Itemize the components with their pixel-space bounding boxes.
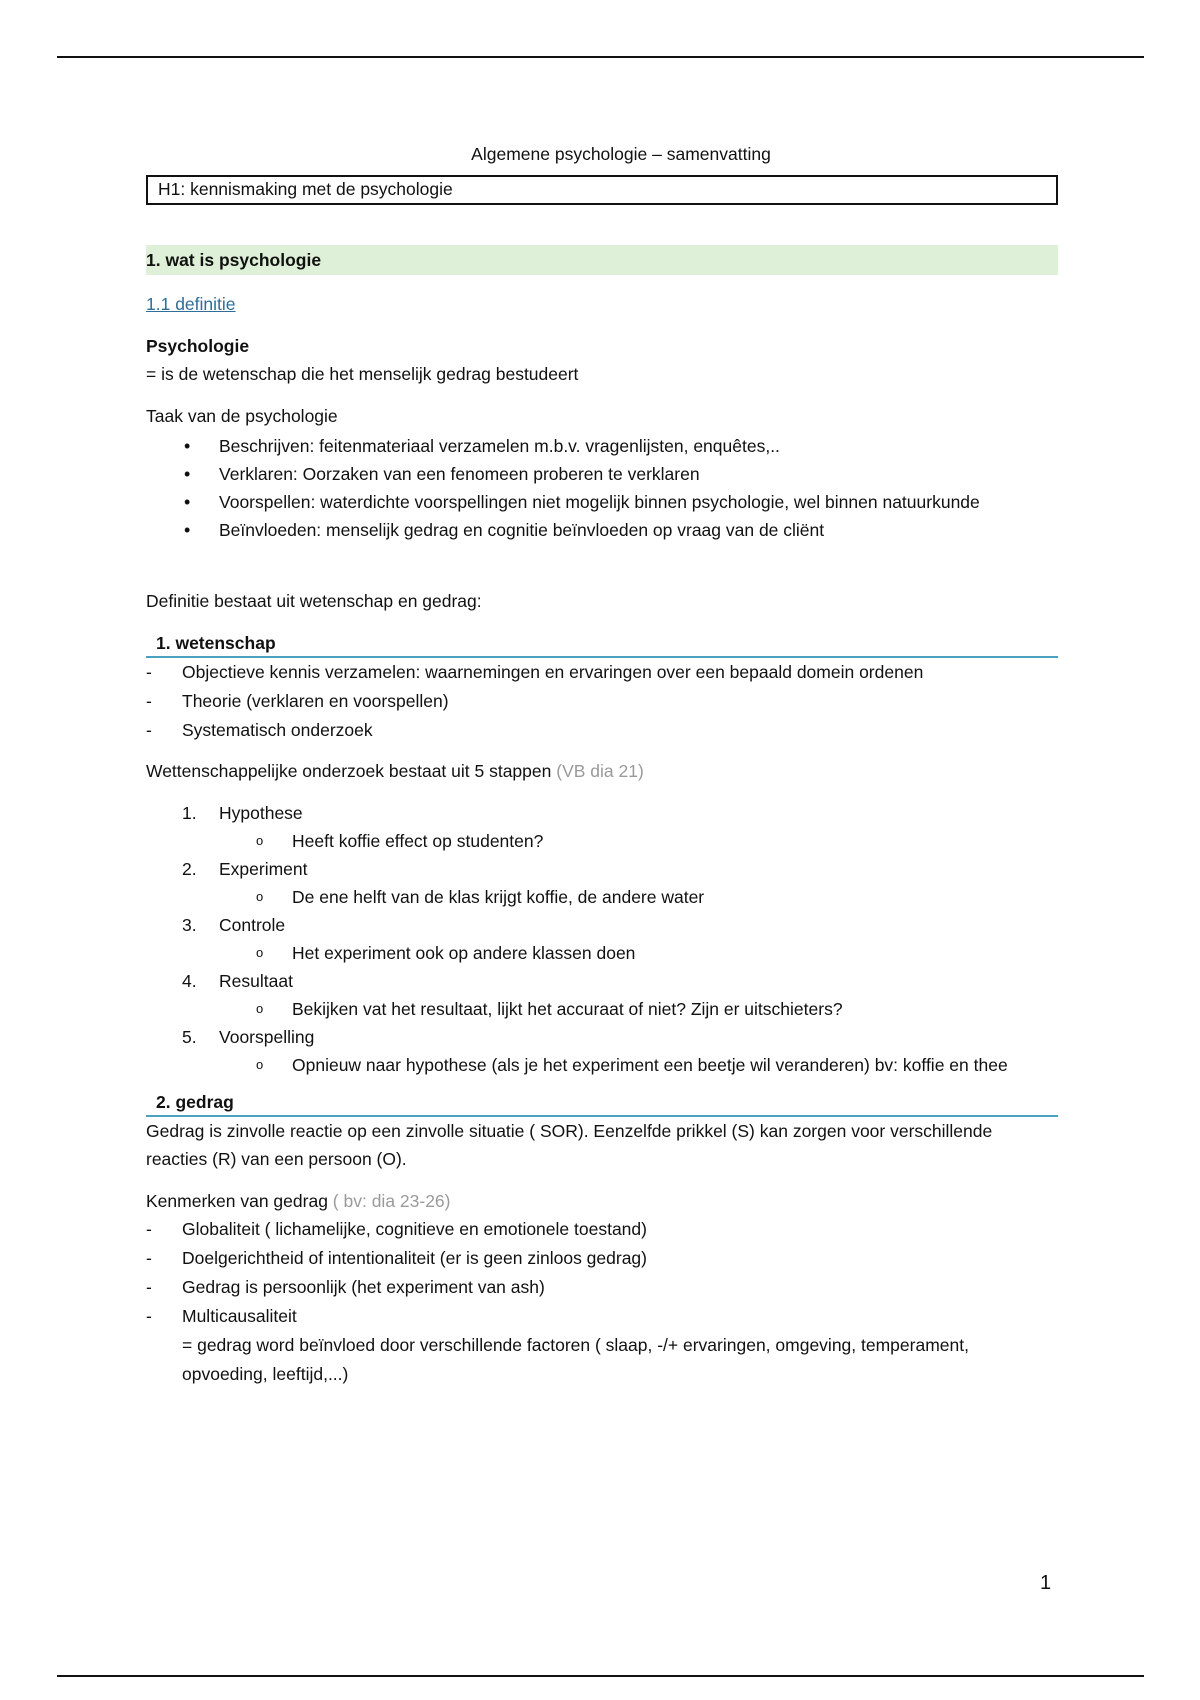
list-item (146, 967, 1058, 1023)
features-note: ( bv: dia 23-26) (332, 1191, 451, 1211)
list-item: • Voorspellen: waterdichte voorspellingen niet mogelijk binnen psychologie, wel binnen natuurkunde (146, 488, 1058, 516)
list-item: - Doelgerichtheid of intentionaliteit (er is geen zinloos gedrag) (146, 1244, 1058, 1273)
list-item: - Globaliteit ( lichamelijke, cognitieve en emotionele toestand) (146, 1215, 1058, 1244)
step-label: Hypothese (219, 803, 303, 823)
behavior-text: Gedrag is zinvolle reactie op een zinvolle situatie ( SOR). Eenzelfde prikkel (S) kan zorgen voor verschillende reacties (R) van een persoon (O). (146, 1121, 993, 1169)
step-detail: o De ene helft van de klas krijgt koffie, de andere water (146, 883, 1058, 911)
list-item (146, 799, 1058, 855)
step-number: 5. (182, 1027, 197, 1047)
step-label: Resultaat (219, 971, 293, 991)
chapter-heading-box: H1: kennismaking met de psychologie (146, 175, 1058, 205)
step-number: 1. (182, 803, 197, 823)
definition-consists-text: Definitie bestaat uit wetenschap en gedrag: (146, 591, 482, 611)
step-number: 4. (182, 971, 197, 991)
top-rule (57, 56, 1144, 58)
list-item (146, 1302, 1058, 1389)
list-item: - Gedrag is persoonlijk (het experiment van ash) (146, 1273, 1058, 1302)
list-item: • Beïnvloeden: menselijk gedrag en cognitie beïnvloeden op vraag van de cliënt (146, 516, 1058, 544)
task-heading: Taak van de psychologie (146, 406, 338, 426)
research-note: (VB dia 21) (556, 761, 644, 781)
list-item: • Verklaren: Oorzaken van een fenomeen proberen te verklaren (146, 460, 1058, 488)
bottom-rule (57, 1675, 1144, 1677)
subheading-science: 1. wetenschap (146, 630, 1058, 658)
step-detail: o Opnieuw naar hypothese (als je het experiment een beetje wil veranderen) bv: koffie en thee (146, 1051, 1058, 1079)
list-item (146, 855, 1058, 911)
section-heading: 1. wat is psychologie (146, 245, 1058, 275)
multi-text: = gedrag word beïnvloed door verschillende factoren ( slaap, -/+ ervaringen, omgeving, temperament, opvoeding, leeftijd,...) (182, 1335, 969, 1384)
list-item: - Systematisch onderzoek (146, 716, 1058, 745)
multi-label: Multicausaliteit (182, 1306, 297, 1326)
science-list (146, 658, 1058, 745)
task-list (146, 432, 1058, 544)
features-heading-text: Kenmerken van gedrag (146, 1191, 328, 1211)
features-list (146, 1215, 1058, 1389)
step-label: Experiment (219, 859, 308, 879)
research-intro-text: Wettenschappelijke onderzoek bestaat uit 5 stappen (146, 761, 552, 781)
step-number: 2. (182, 859, 197, 879)
definition-text: = is de wetenschap die het menselijk gedrag bestudeert (146, 364, 579, 384)
document-page (146, 140, 1058, 1389)
step-detail: o Het experiment ook op andere klassen doen (146, 939, 1058, 967)
step-detail: o Bekijken vat het resultaat, lijkt het accuraat of niet? Zijn er uitschieters? (146, 995, 1058, 1023)
document-title: Algemene psychologie – samenvatting (471, 144, 771, 164)
list-item: - Theorie (verklaren en voorspellen) (146, 687, 1058, 716)
subsection-heading-link[interactable]: 1.1 definitie (146, 294, 236, 314)
list-item (146, 911, 1058, 967)
list-item: - Objectieve kennis verzamelen: waarnemingen en ervaringen over een bepaald domein ordenen (146, 658, 1058, 687)
step-number: 3. (182, 915, 197, 935)
list-item (146, 1023, 1058, 1079)
research-steps (146, 799, 1058, 1079)
page-number: 1 (1040, 1572, 1052, 1594)
list-item: • Beschrijven: feitenmateriaal verzamelen m.b.v. vragenlijsten, enquêtes,.. (146, 432, 1058, 460)
term-heading: Psychologie (146, 336, 250, 356)
step-label: Voorspelling (219, 1027, 315, 1047)
subheading-behavior: 2. gedrag (146, 1089, 1058, 1117)
research-intro (146, 757, 1058, 785)
step-label: Controle (219, 915, 286, 935)
features-heading (146, 1187, 1058, 1215)
step-detail: o Heeft koffie effect op studenten? (146, 827, 1058, 855)
